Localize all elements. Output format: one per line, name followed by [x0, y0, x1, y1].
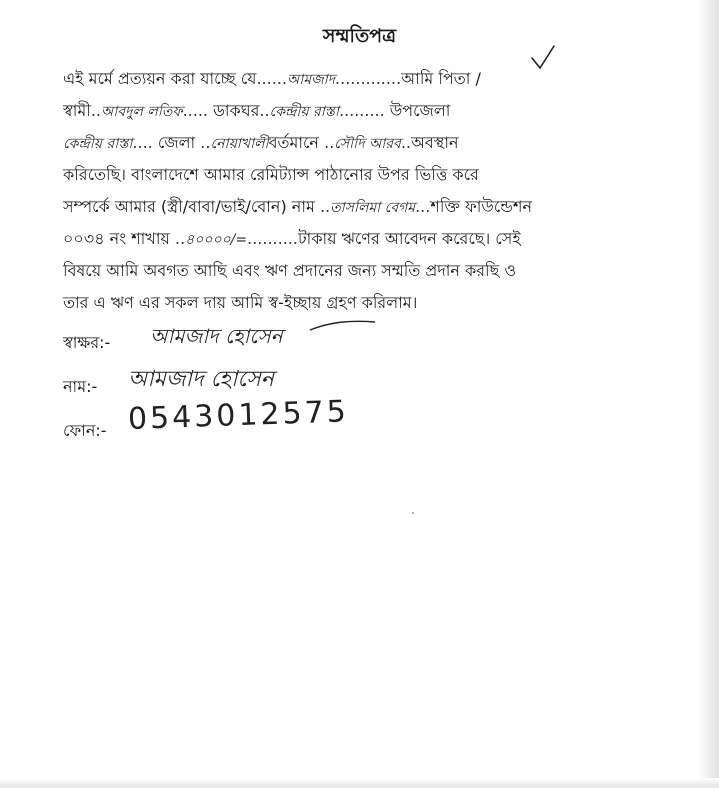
handwritten-father: আবদুল লতিফ [101, 104, 183, 120]
current-label: বর্তমানে [268, 133, 319, 152]
body-line-4: করিতেছি। বাংলাদেশে আমার রেমিট্যান্স পাঠানোর উপর ভিত্তি করে [63, 165, 479, 184]
line6-prefix: ০০৩৪ নং শাখায় [63, 229, 170, 248]
body-line-1: এই মর্মে প্রত্যয়ন করা যাচ্ছে যে......আমজাদ.............আমি পিতা / [63, 69, 481, 88]
upazila-label: উপজেলা [389, 101, 451, 120]
handwritten-district: নোয়াখালী [210, 136, 269, 152]
handwritten-name: আমজাদ [286, 72, 336, 88]
line1-suffix: আমি পিতা / [401, 69, 481, 88]
scan-edge-shadow [697, 0, 719, 788]
body-line-7: বিষয়ে আমি অবগত আছি এবং ঋণ প্রদানের জন্য সম্মতি প্রদান করছি ও [63, 261, 517, 280]
body-line-5: সম্পর্কে আমার (স্ত্রী/বাবা/ভাই/বোন) নাম ..তাসলিমা বেগম...শক্তি ফাউন্ডেশন [63, 197, 533, 216]
handwritten-current: সৌদি আরব [334, 136, 401, 152]
phone-handwritten: 0543012575 [127, 394, 350, 437]
phone-label: ফোন:- [63, 421, 107, 440]
body-line-3: কেন্দ্রীয় রাস্তা.... জেলা ..নোয়াখালীবর্তমানে ..সৌদি আরব..অবস্থান [63, 133, 459, 152]
body-line-6: ০০৩৪ নং শাখায় ..৪০০০০/=..........টাকায় ঋণের আবেদন করেছে। সেই [63, 229, 521, 248]
line5-suffix: শক্তি ফাউন্ডেশন [430, 197, 533, 216]
handwritten-amount: ৪০০০০/= [185, 232, 248, 248]
post-label: ডাকঘর [213, 101, 260, 120]
signature-handwritten: আমজাদ হোসেন [150, 324, 283, 348]
document-title: সম্মতিপত্র [322, 25, 397, 47]
check-mark-icon [530, 44, 556, 72]
line1-prefix: এই মর্মে প্রত্যয়ন করা যাচ্ছে যে [63, 69, 257, 88]
handwritten-post: কেন্দ্রীয় রাস্তা [269, 104, 339, 120]
body-line-2: স্বামী..আবদুল লতিফ..... ডাকঘর..কেন্দ্রীয় রাস্তা......... উপজেলা [63, 101, 451, 120]
scan-bottom-shadow [0, 778, 719, 788]
line2-prefix: স্বামী [63, 101, 91, 120]
line3-suffix: অবস্থান [411, 133, 459, 152]
handwritten-upazila: কেন্দ্রীয় রাস্তা [63, 136, 133, 152]
district-label: জেলা [157, 133, 196, 152]
signature-label: স্বাক্ষর:- [63, 333, 111, 352]
name-label: নাম:- [63, 377, 98, 396]
paper-speck [412, 512, 414, 514]
signature-flourish-icon [150, 318, 380, 332]
line6-suffix: টাকায় ঋণের আবেদন করেছে। সেই [297, 229, 521, 248]
handwritten-relative: তাসলিমা বেগম [330, 200, 416, 216]
line5-prefix: সম্পর্কে আমার (স্ত্রী/বাবা/ভাই/বোন) নাম [63, 197, 315, 216]
name-handwritten: আমজাদ হোসেন [128, 367, 274, 392]
body-line-8: তার এ ঋণ এর সকল দায় আমি স্ব-ইচ্ছায় গ্রহণ করিলাম। [63, 293, 418, 312]
